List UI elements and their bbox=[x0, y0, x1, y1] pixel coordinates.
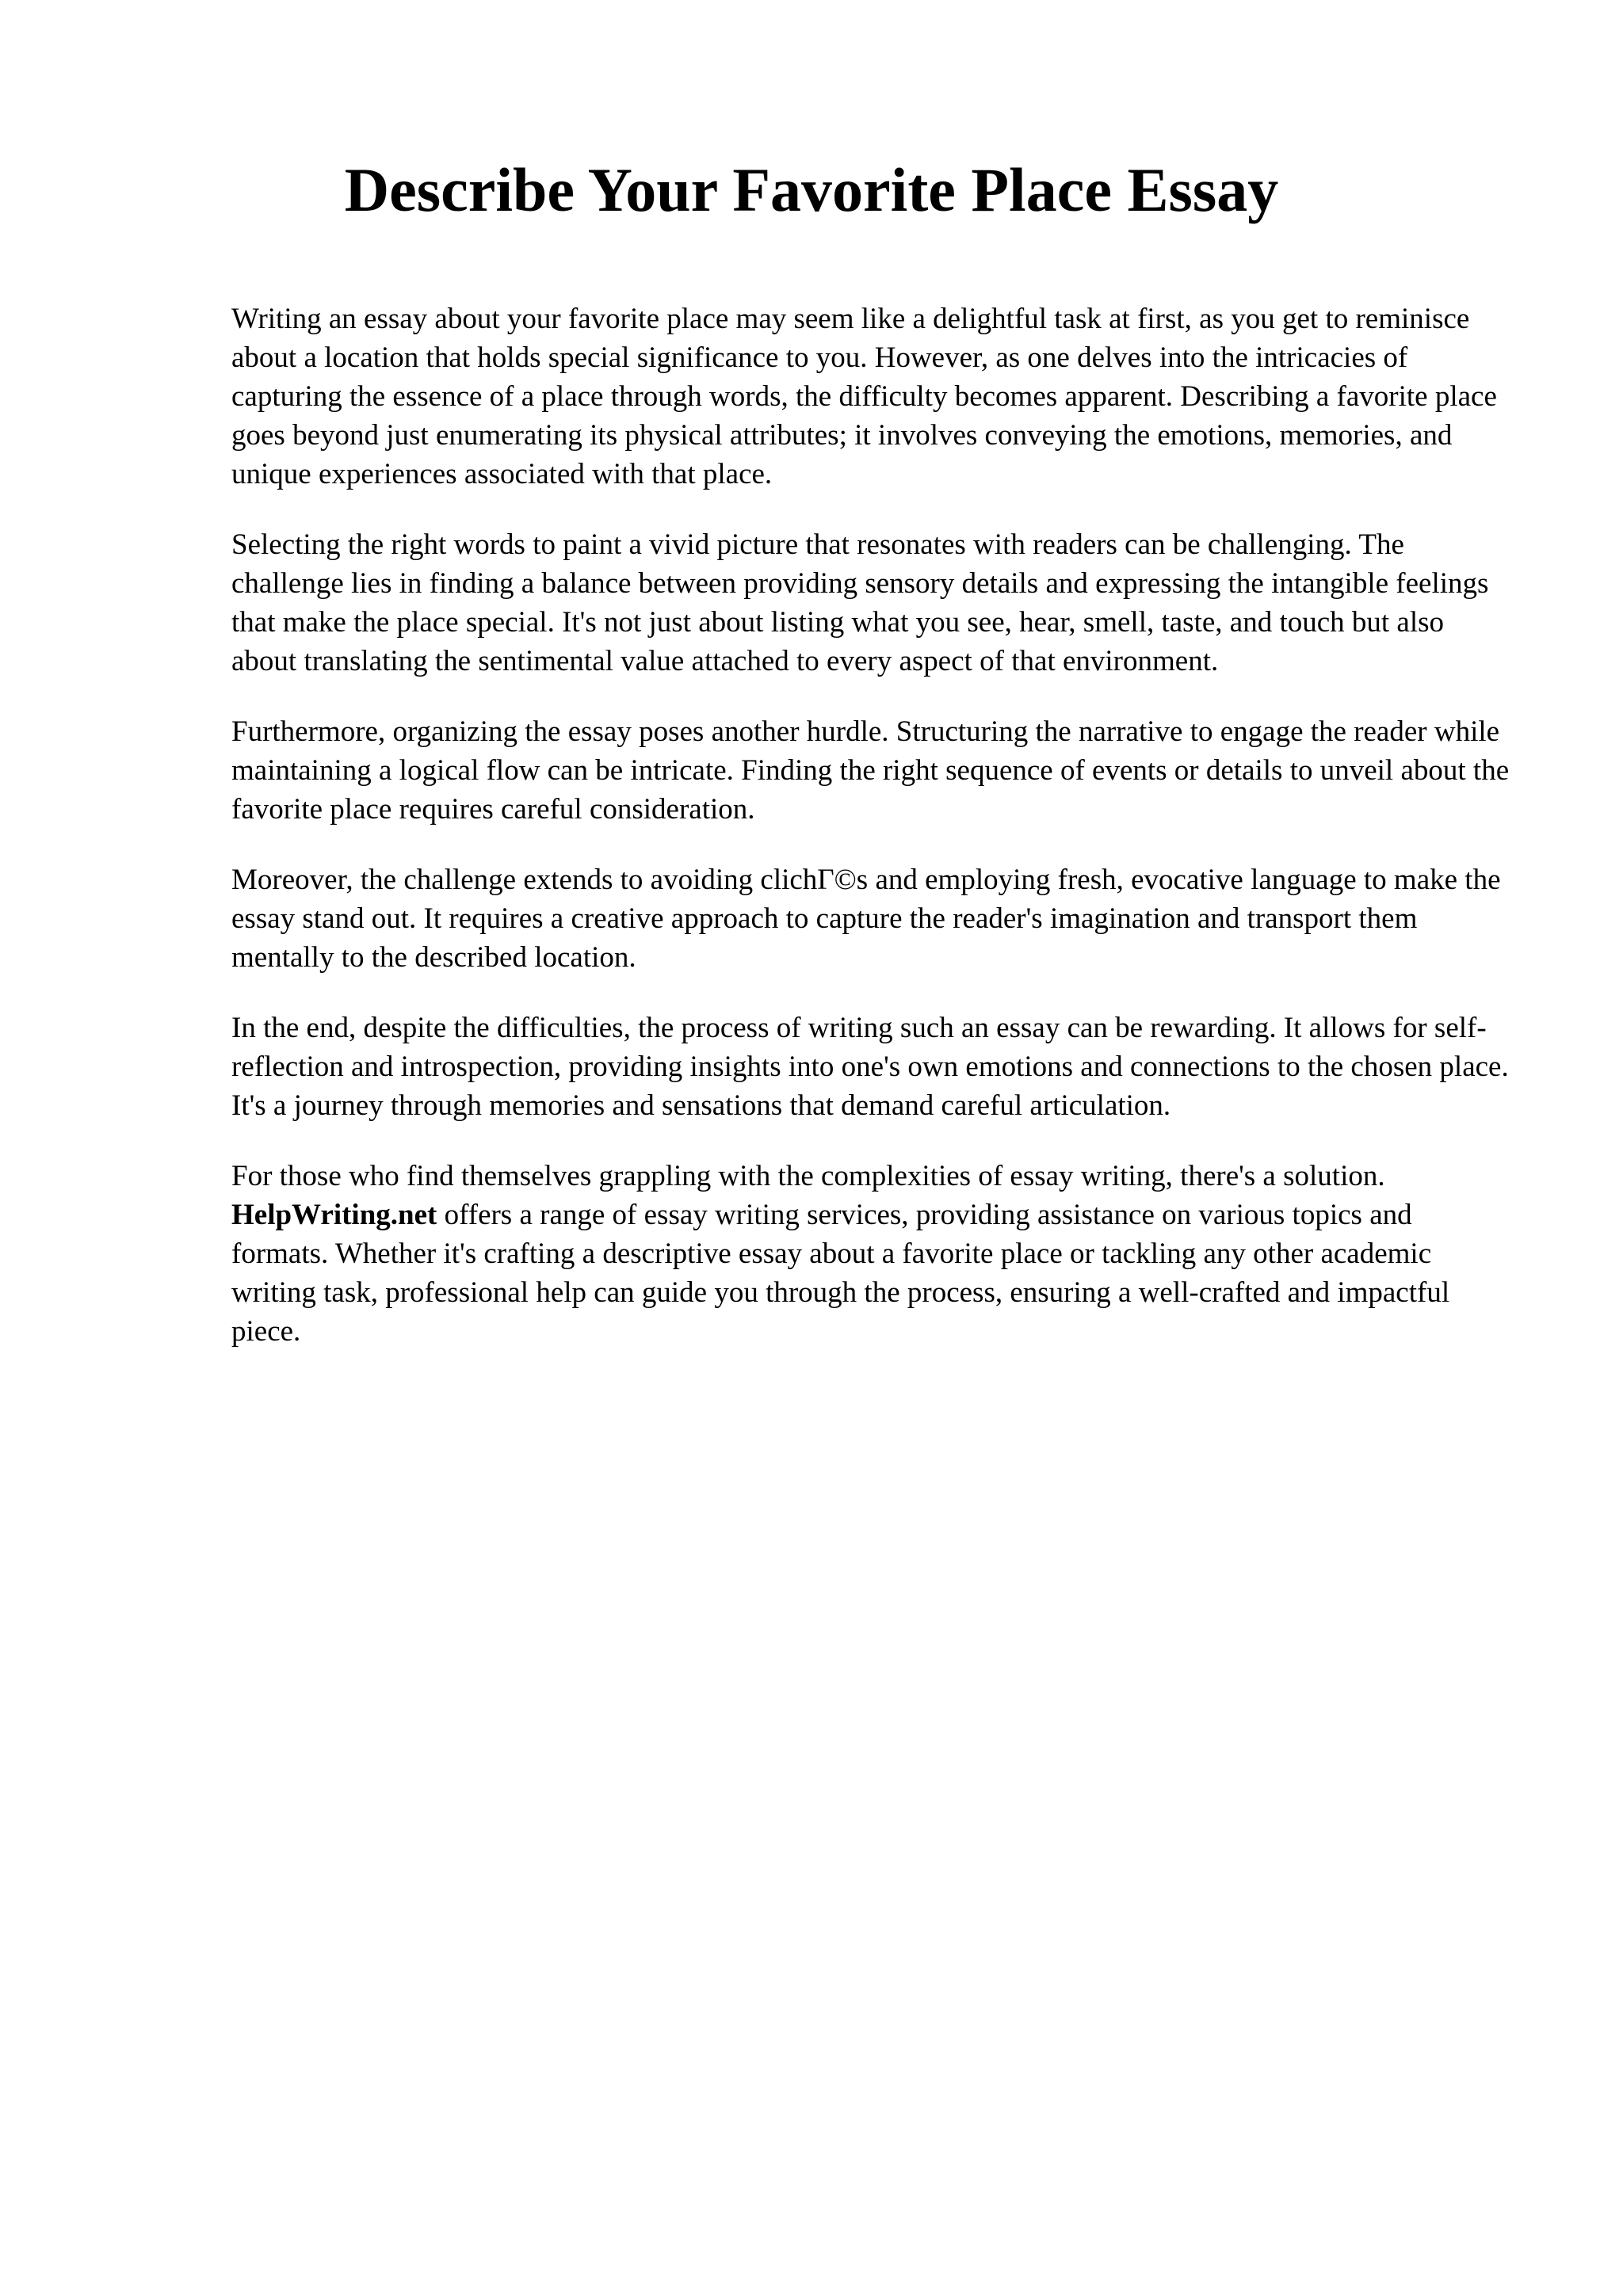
paragraph-5: In the end, despite the difficulties, the process of writing such an essay can be rewarding. It allows for self-reflection and introspection, providing insights into one's own emotions and connections to the chosen place. It's a journey through memories and sensations that demand careful articulation. bbox=[231, 1012, 1509, 1122]
paragraph-1: Writing an essay about your favorite place may seem like a delightful task at first, as you get to reminisce about a location that holds special significance to you. However, as one delves into the intricacies of capturing the essence of a place through words, the difficulty becomes apparent. Describing a favorite place goes beyond just enumerating its physical attributes; it involves conveying the emotions, memories, and unique experiences associated with that place. bbox=[231, 303, 1497, 490]
brand-name: HelpWriting.net bbox=[231, 1199, 437, 1231]
paragraph-4: Moreover, the challenge extends to avoiding clichΓ©s and employing fresh, evocative language to make the essay stand out. It requires a creative approach to capture the reader's imagination and transport them mentally to the described location. bbox=[231, 864, 1501, 974]
paragraph-3: Furthermore, organizing the essay poses another hurdle. Structuring the narrative to engage the reader while maintaining a logical flow can be intricate. Finding the right sequence of events or details to unveil about the favorite place requires careful consideration. bbox=[231, 715, 1510, 826]
paragraph-6 bbox=[231, 1157, 1515, 1351]
paragraph-2: Selecting the right words to paint a vivid picture that resonates with readers can be challenging. The challenge lies in finding a balance between providing sensory details and expressing the intangible feelings that make the place special. It's not just about listing what you see, hear, smell, taste, and touch but also about translating the sentimental value attached to every aspect of that environment. bbox=[231, 528, 1489, 677]
paragraph-6-intro: For those who find themselves grappling with the complexities of essay writing, there's a solution. bbox=[231, 1160, 1385, 1192]
document-title: Describe Your Favorite Place Essay bbox=[344, 155, 1279, 224]
paragraph-6-rest: offers a range of essay writing services, providing assistance on various topics and formats. Whether it's crafting a descriptive essay about a favorite place or tackling any other academic writing task, professional help can guide you through the process, ensuring a well-crafted and impactful piece. bbox=[231, 1199, 1450, 1348]
document-body bbox=[231, 299, 1515, 1351]
